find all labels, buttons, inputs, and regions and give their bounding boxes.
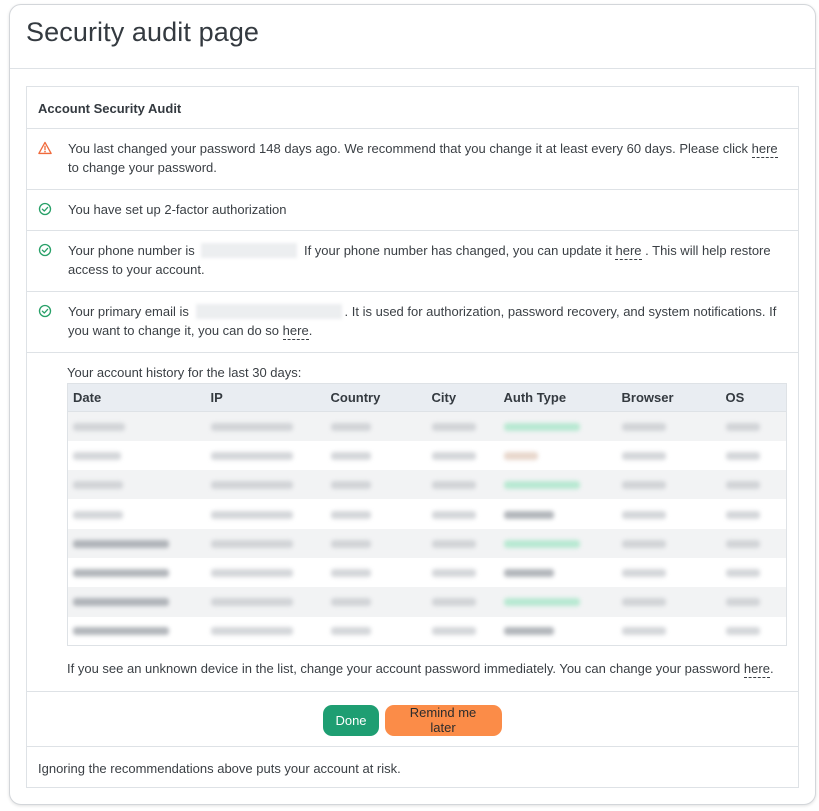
cell-browser <box>617 441 721 470</box>
password-text-end: to change your password. <box>68 160 217 175</box>
cell-date <box>68 529 206 558</box>
email-item <box>27 292 798 353</box>
cell-date <box>68 499 206 528</box>
update-phone-link[interactable]: here <box>615 243 642 258</box>
table-row <box>68 470 787 499</box>
cell-country <box>326 529 427 558</box>
cell-os <box>721 617 787 646</box>
cell-date <box>68 587 206 616</box>
dialog-window <box>9 4 816 805</box>
history-footer-end: . <box>769 661 774 676</box>
cell-ip <box>206 558 326 587</box>
cell-date <box>68 441 206 470</box>
table-row <box>68 617 787 646</box>
cell-auth-type <box>499 441 617 470</box>
email-text-end: . <box>308 323 313 338</box>
cell-os <box>721 412 787 441</box>
table-row <box>68 441 787 470</box>
history-footer-text: If you see an unknown device in the list, change your account password immediately. You can change your password <box>67 661 741 676</box>
check-circle-icon <box>38 243 52 257</box>
history-table <box>67 383 787 646</box>
email-text: Your primary email is <box>68 304 189 319</box>
col-city: City <box>427 384 499 412</box>
cell-city <box>427 529 499 558</box>
cell-ip <box>206 529 326 558</box>
phone-text: Your phone number is <box>68 243 195 258</box>
cell-country <box>326 470 427 499</box>
cell-ip <box>206 499 326 528</box>
cell-date <box>68 617 206 646</box>
table-row <box>68 499 787 528</box>
cell-os <box>721 587 787 616</box>
cell-ip <box>206 617 326 646</box>
account-history-section <box>27 353 798 692</box>
history-header-row <box>68 384 787 412</box>
action-bar <box>27 692 798 747</box>
page-title: Security audit page <box>26 17 260 47</box>
table-row <box>68 587 787 616</box>
check-circle-icon <box>38 202 52 216</box>
table-row <box>68 529 787 558</box>
cell-browser <box>617 558 721 587</box>
phone-number-value <box>201 243 297 258</box>
risk-notice: Ignoring the recommendations above puts your account at risk. <box>38 761 401 776</box>
cell-auth-type <box>499 587 617 616</box>
cell-city <box>427 441 499 470</box>
cell-browser <box>617 470 721 499</box>
cell-browser <box>617 529 721 558</box>
password-age-item <box>27 129 798 190</box>
cell-os <box>721 558 787 587</box>
cell-os <box>721 470 787 499</box>
table-row <box>68 558 787 587</box>
cell-country <box>326 617 427 646</box>
cell-city <box>427 558 499 587</box>
check-circle-icon <box>38 304 52 318</box>
cell-browser <box>617 617 721 646</box>
two-factor-text: You have set up 2-factor authorization <box>68 202 287 217</box>
cell-browser <box>617 412 721 441</box>
cell-city <box>427 499 499 528</box>
panel-header: Account Security Audit <box>27 87 798 129</box>
warning-triangle-icon <box>38 141 52 155</box>
cell-os <box>721 529 787 558</box>
two-factor-item <box>27 190 798 231</box>
cell-auth-type <box>499 558 617 587</box>
done-button[interactable]: Done <box>323 705 378 736</box>
remind-later-button[interactable]: Remind me later <box>385 705 502 736</box>
cell-auth-type <box>499 470 617 499</box>
cell-ip <box>206 412 326 441</box>
col-country: Country <box>326 384 427 412</box>
col-os: OS <box>721 384 787 412</box>
change-password-link[interactable]: here <box>751 141 778 156</box>
cell-date <box>68 412 206 441</box>
col-ip: IP <box>206 384 326 412</box>
cell-browser <box>617 587 721 616</box>
cell-ip <box>206 470 326 499</box>
title-divider <box>10 68 815 69</box>
phone-text-middle: If your phone number has changed, you can update it <box>303 243 612 258</box>
cell-date <box>68 470 206 499</box>
cell-browser <box>617 499 721 528</box>
cell-country <box>326 499 427 528</box>
cell-country <box>326 412 427 441</box>
cell-ip <box>206 441 326 470</box>
cell-city <box>427 412 499 441</box>
cell-city <box>427 617 499 646</box>
history-label: Your account history for the last 30 days: <box>67 365 302 380</box>
col-date: Date <box>68 384 206 412</box>
cell-auth-type <box>499 617 617 646</box>
email-text-middle: . It is used for authorization, password recovery, and system notifications. If you want to change it, you can do so <box>68 304 777 338</box>
cell-os <box>721 499 787 528</box>
change-password-link-footer[interactable]: here <box>743 661 770 676</box>
cell-os <box>721 441 787 470</box>
cell-country <box>326 587 427 616</box>
col-auth-type: Auth Type <box>499 384 617 412</box>
cell-auth-type <box>499 529 617 558</box>
phone-text-end: . This will help restore access to your account. <box>68 243 771 277</box>
cell-date <box>68 558 206 587</box>
cell-city <box>427 587 499 616</box>
password-text: You last changed your password 148 days ago. We recommend that you change it at least every 60 days. Please click <box>68 141 749 156</box>
cell-auth-type <box>499 499 617 528</box>
cell-ip <box>206 587 326 616</box>
col-browser: Browser <box>617 384 721 412</box>
change-email-link[interactable]: here <box>282 323 309 338</box>
history-footer <box>67 661 774 676</box>
cell-country <box>326 558 427 587</box>
security-audit-panel <box>26 86 799 788</box>
cell-city <box>427 470 499 499</box>
email-value <box>196 304 342 319</box>
cell-country <box>326 441 427 470</box>
cell-auth-type <box>499 412 617 441</box>
table-row <box>68 412 787 441</box>
phone-item <box>27 231 798 292</box>
